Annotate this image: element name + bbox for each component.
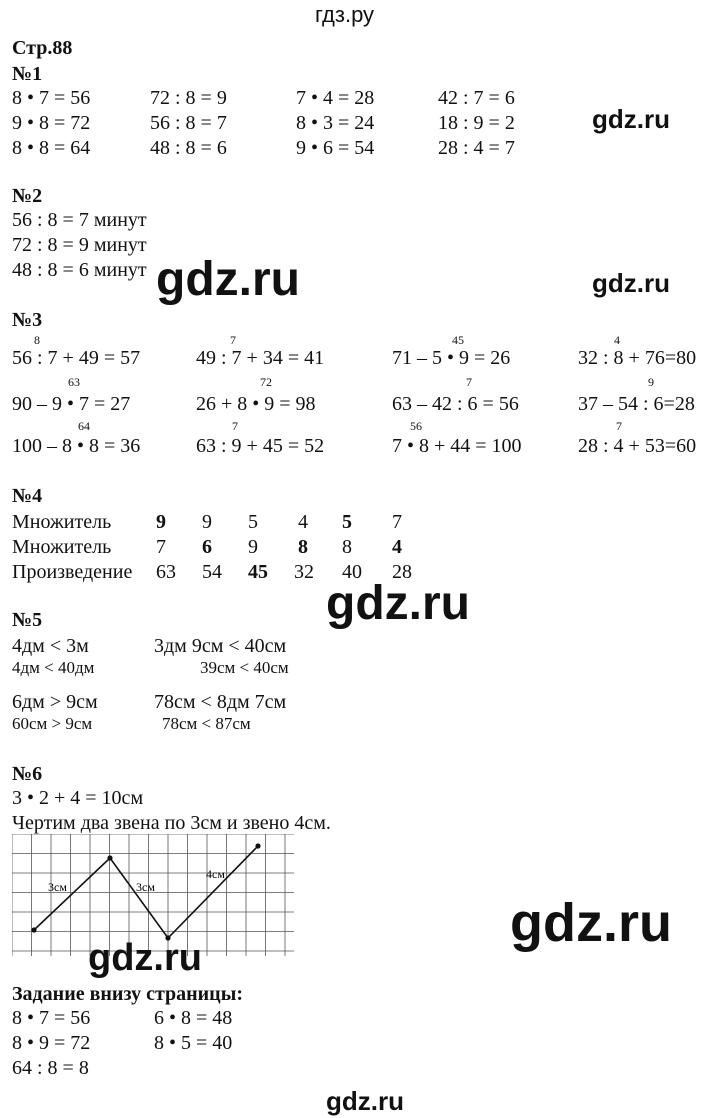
page-label: Стр.88 <box>12 37 73 59</box>
task5-p2-sub: 60см > 9см <box>12 714 93 733</box>
task3-r1c3: 37 – 54 : 6=28 <box>578 393 695 415</box>
segment-label-2: 3см <box>136 880 155 894</box>
task3-r1c3-sup: 9 <box>648 375 654 389</box>
task4-r1-v5: 4 <box>392 536 402 558</box>
task4-r0-v5: 7 <box>392 511 402 533</box>
task3-r2c3: 28 : 4 + 53=60 <box>578 435 697 457</box>
task1-r0c2: 7 • 4 = 28 <box>296 87 375 109</box>
task4-r2-v0: 63 <box>156 561 176 583</box>
task3-r0c3: 32 : 8 + 76=80 <box>578 347 697 369</box>
task4-r2-v5: 28 <box>392 561 412 583</box>
task3-r2c1-sup: 7 <box>232 419 238 433</box>
point-a <box>31 927 36 932</box>
task1-r2c3: 28 : 4 = 7 <box>438 137 515 159</box>
task1-r2c0: 8 • 8 = 64 <box>12 137 91 159</box>
task3-r2c0-sup: 64 <box>78 419 90 433</box>
task1-r1c1: 56 : 8 = 7 <box>150 112 227 134</box>
task2-line0: 56 : 8 = 7 минут <box>12 209 147 231</box>
task1-r1c2: 8 • 3 = 24 <box>296 112 375 134</box>
task3-title: №3 <box>12 309 43 331</box>
segment-label-1: 3см <box>48 880 67 894</box>
task2-line1: 72 : 8 = 9 минут <box>12 234 147 256</box>
task4-r1-v0: 7 <box>156 536 166 558</box>
task1-r0c0: 8 • 7 = 56 <box>12 87 91 109</box>
task2-title: №2 <box>12 185 43 207</box>
task3-r2c2: 7 • 8 + 44 = 100 <box>392 435 522 457</box>
task1-r1c3: 18 : 9 = 2 <box>438 112 515 134</box>
task5-p1-sub: 39см < 40см <box>200 658 289 677</box>
site-header[interactable]: гдз.ру <box>315 2 375 27</box>
watermark-7: gdz.ru <box>326 1086 404 1116</box>
bottom-task-title: Задание внизу страницы: <box>12 983 243 1005</box>
task4-r2-label: Произведение <box>12 561 133 583</box>
bottom-r2c0: 64 : 8 = 8 <box>12 1057 89 1079</box>
task3-r2c2-sup: 56 <box>410 419 422 433</box>
task3-r2c3-sup: 7 <box>616 419 622 433</box>
task3-r0c2: 71 – 5 • 9 = 26 <box>392 347 511 369</box>
task1-title: №1 <box>12 63 43 85</box>
task4-r2-v3: 32 <box>294 561 314 583</box>
task6-title: №6 <box>12 763 43 785</box>
task1-r0c3: 42 : 7 = 6 <box>438 87 515 109</box>
bottom-r0c1: 6 • 8 = 48 <box>154 1007 233 1029</box>
task3-r1c1: 26 + 8 • 9 = 98 <box>196 393 316 415</box>
task5-p3-main: 78см < 8дм 7см <box>154 691 287 713</box>
task3-r1c2-sup: 7 <box>466 375 472 389</box>
bottom-r1c0: 8 • 9 = 72 <box>12 1032 91 1054</box>
task1-r0c1: 72 : 8 = 9 <box>150 87 227 109</box>
task3-r1c2: 63 – 42 : 6 = 56 <box>392 393 519 415</box>
watermark-3: gdz.ru <box>592 268 670 298</box>
task5-p1-main: 3дм 9см < 40см <box>154 635 287 657</box>
task4-r1-label: Множитель <box>12 536 112 558</box>
task4-r0-v3: 4 <box>298 511 308 533</box>
task2-line2: 48 : 8 = 6 минут <box>12 259 147 281</box>
task6-text: Чертим два звена по 3см и звено 4см. <box>12 812 331 834</box>
task4-r0-label: Множитель <box>12 511 112 533</box>
task3-r2c1: 63 : 9 + 45 = 52 <box>196 435 325 457</box>
watermark-1: gdz.ru <box>592 104 670 134</box>
task4-r0-v4: 5 <box>342 511 352 533</box>
point-b <box>107 855 112 860</box>
task4-r2-v4: 40 <box>342 561 362 583</box>
task4-r2-v1: 54 <box>202 561 222 583</box>
task4-r2-v2: 45 <box>248 561 268 583</box>
watermark-2: gdz.ru <box>156 253 300 306</box>
task3-r2c0: 100 – 8 • 8 = 36 <box>12 435 141 457</box>
watermark-5: gdz.ru <box>88 937 202 979</box>
task4-r1-v2: 9 <box>248 536 258 558</box>
task3-r1c0-sup: 63 <box>68 375 80 389</box>
task5-p3-sub: 78см < 87см <box>162 714 251 733</box>
task4-r1-v1: 6 <box>202 536 212 558</box>
task3-r0c0: 56 : 7 + 49 = 57 <box>12 347 141 369</box>
bottom-r1c1: 8 • 5 = 40 <box>154 1032 233 1054</box>
task3-r0c3-sup: 4 <box>614 333 620 347</box>
task5-p0-main: 4дм < 3м <box>12 635 89 657</box>
segment-label-3: 4см <box>206 867 225 881</box>
bottom-r0c0: 8 • 7 = 56 <box>12 1007 91 1029</box>
watermark-6: gdz.ru <box>510 893 672 953</box>
task1-r2c1: 48 : 8 = 6 <box>150 137 227 159</box>
task5-title: №5 <box>12 609 43 631</box>
task6-equation: 3 • 2 + 4 = 10см <box>12 787 144 809</box>
task3-r0c0-sup: 8 <box>34 333 40 347</box>
task3-r1c1-sup: 72 <box>260 375 272 389</box>
task5-p0-sub: 4дм < 40дм <box>12 658 95 677</box>
task4-r0-v2: 5 <box>248 511 258 533</box>
task4-r1-v4: 8 <box>342 536 352 558</box>
task4-r0-v1: 9 <box>202 511 212 533</box>
task4-r0-v0: 9 <box>156 511 166 533</box>
task4-title: №4 <box>12 485 43 507</box>
task4-r1-v3: 8 <box>298 536 308 558</box>
task1-r2c2: 9 • 6 = 54 <box>296 137 375 159</box>
task3-r0c1-sup: 7 <box>230 333 236 347</box>
point-d <box>255 843 260 848</box>
task1-r1c0: 9 • 8 = 72 <box>12 112 91 134</box>
task3-r0c2-sup: 45 <box>452 333 464 347</box>
watermark-4: gdz.ru <box>326 577 470 630</box>
task3-r0c1: 49 : 7 + 34 = 41 <box>196 347 325 369</box>
task5-p2-main: 6дм > 9см <box>12 691 98 713</box>
task3-r1c0: 90 – 9 • 7 = 27 <box>12 393 131 415</box>
